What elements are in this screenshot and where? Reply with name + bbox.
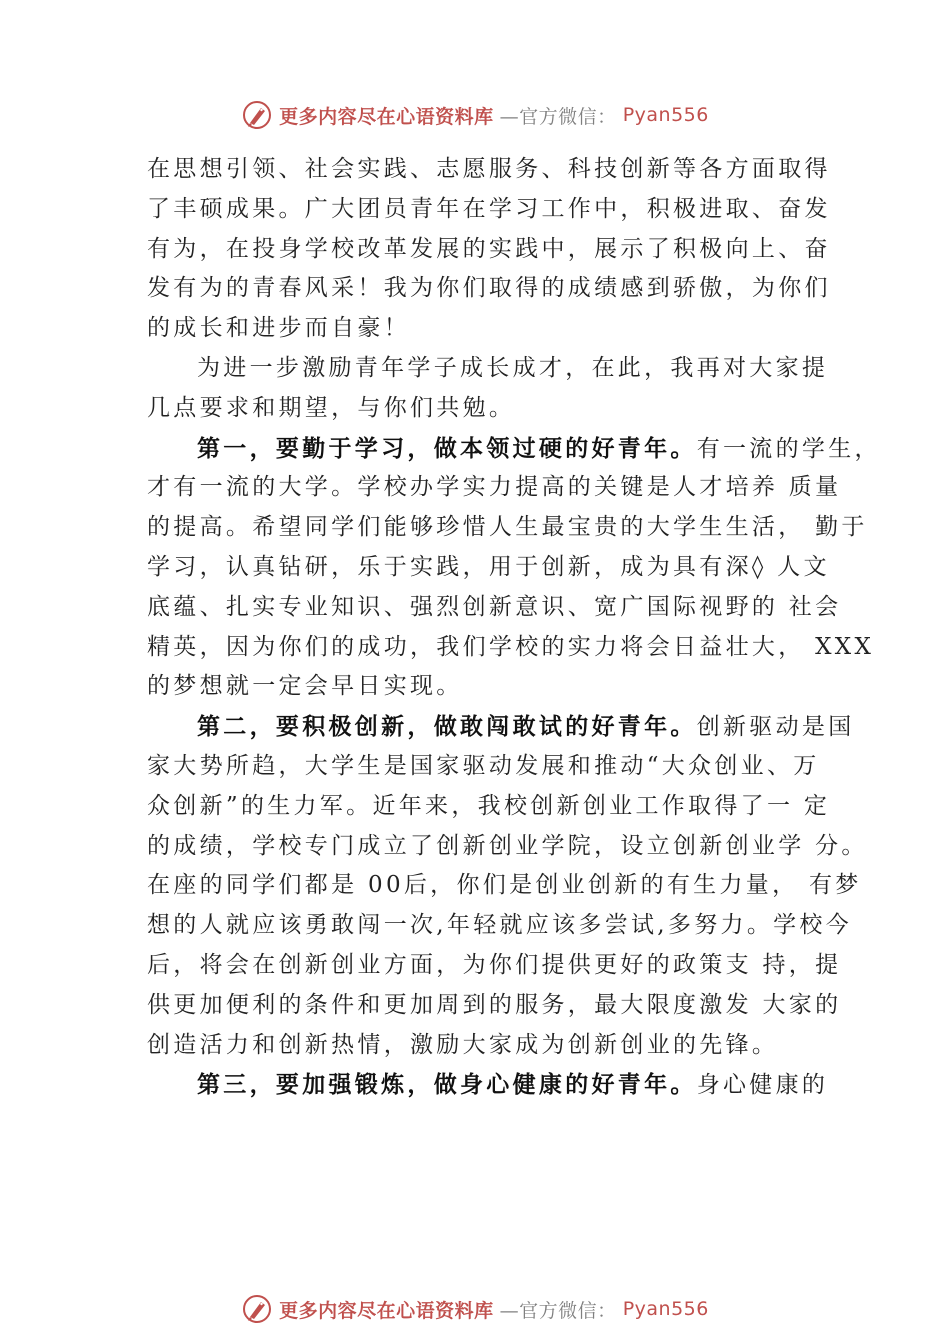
text-line [147,150,837,190]
text-line [147,946,842,986]
line-text: 底蕴、扎实专业知识、强烈创新意识、宽广国际视野的 社会 [147,593,842,620]
text-line [147,230,837,270]
text-line [147,827,868,867]
watermark-separator-text: —官方微信： [499,1299,617,1322]
footer-watermark [0,1291,950,1327]
line-text: 为进一步激励青年学子成长成才，在此，我再对大家提 [197,354,829,381]
text-line [147,269,837,309]
line-text: 在座的同学们都是 00后，你们是创业创新的有生力量， 有梦 [147,872,862,899]
section-heading: 第一，要勤于学习，做本领过硬的好青年。 [197,434,697,462]
line-text: 有一流的学生， [696,435,881,462]
section-heading: 第三，要加强锻炼，做身心健康的好青年。 [197,1071,697,1099]
watermark-main-text: 更多内容尽在心语资料库 [279,105,494,128]
watermark-wechat-id: Pyan556 [622,104,709,126]
line-text: 的成绩，学校专门成立了创新创业学院，设立创新创业学 分。 [147,832,868,859]
line-text: 后，将会在创新创业方面，为你们提供更好的政策支 持，提 [147,951,842,978]
line-text: 的成长和进步而自豪！ [147,315,410,342]
line-text: 的梦想就一定会早日实现。 [147,673,463,700]
line-text: 几点要求和期望，与你们共勉。 [147,394,516,421]
watermark-main-text: 更多内容尽在心语资料库 [279,1299,494,1322]
text-line [147,508,868,548]
line-text: 精英，因为你们的成功，我们学校的实力将会日益壮大， XXX [147,633,875,660]
text-line [147,667,837,707]
line-text: 众创新”的生力军。近年来，我校创新创业工作取得了一 定 [147,792,831,819]
line-text: 想的人就应该勇敢闯一次,年轻就应该多尝试,多努力。学校今 [147,912,853,939]
text-line [147,986,842,1026]
text-line [147,747,837,787]
text-line [147,628,875,668]
line-text: 身心健康的 [696,1072,829,1099]
text-line [147,707,855,747]
line-text: 了丰硕成果。广大团员青年在学习工作中，积极进取、奋发 [147,195,831,222]
line-text: 的提高。希望同学们能够珍惜人生最宝贵的大学生生活， 勤于 [147,514,868,541]
line-text: 才有一流的大学。学校办学实力提高的关键是人才培养 质量 [147,474,842,501]
text-line [147,906,853,946]
text-line [147,588,842,628]
watermark-wechat-id: Pyan556 [622,1298,709,1320]
line-text: 在思想引领、社会实践、志愿服务、科技创新等各方面取得 [147,156,831,182]
pen-nib-logo-icon [241,99,273,131]
text-line [147,190,837,230]
line-text: 发有为的青春风采！我为你们取得的成绩感到骄傲，为你们 [147,275,831,302]
text-line [147,548,837,588]
header-watermark [0,97,950,133]
text-line [147,468,842,508]
line-text: 供更加便利的条件和更加周到的服务，最大限度激发 大家的 [147,991,842,1018]
document-body [147,150,881,1105]
text-line [147,389,837,429]
text-line [147,866,862,906]
line-text: 创造活力和创新热情，激励大家成为创新创业的先锋。 [147,1031,779,1058]
line-text: 家大势所趋，大学生是国家驱动发展和推动“大众创业、万 [147,752,820,779]
text-line [147,309,837,349]
text-line [147,1026,837,1066]
text-line [147,429,881,469]
text-line [147,349,837,389]
line-text: 有为，在投身学校改革发展的实践中，展示了积极向上、奋 [147,235,831,262]
line-text: 创新驱动是国 [696,714,855,741]
text-line [147,1065,837,1105]
line-text: 学习，认真钻研，乐于实践，用于创新，成为具有深◊ 人文 [147,553,830,580]
section-heading: 第二，要积极创新，做敢闯敢试的好青年。 [197,713,697,741]
pen-nib-logo-icon [241,1293,273,1325]
watermark-separator-text: —官方微信： [499,105,617,128]
text-line [147,787,837,827]
